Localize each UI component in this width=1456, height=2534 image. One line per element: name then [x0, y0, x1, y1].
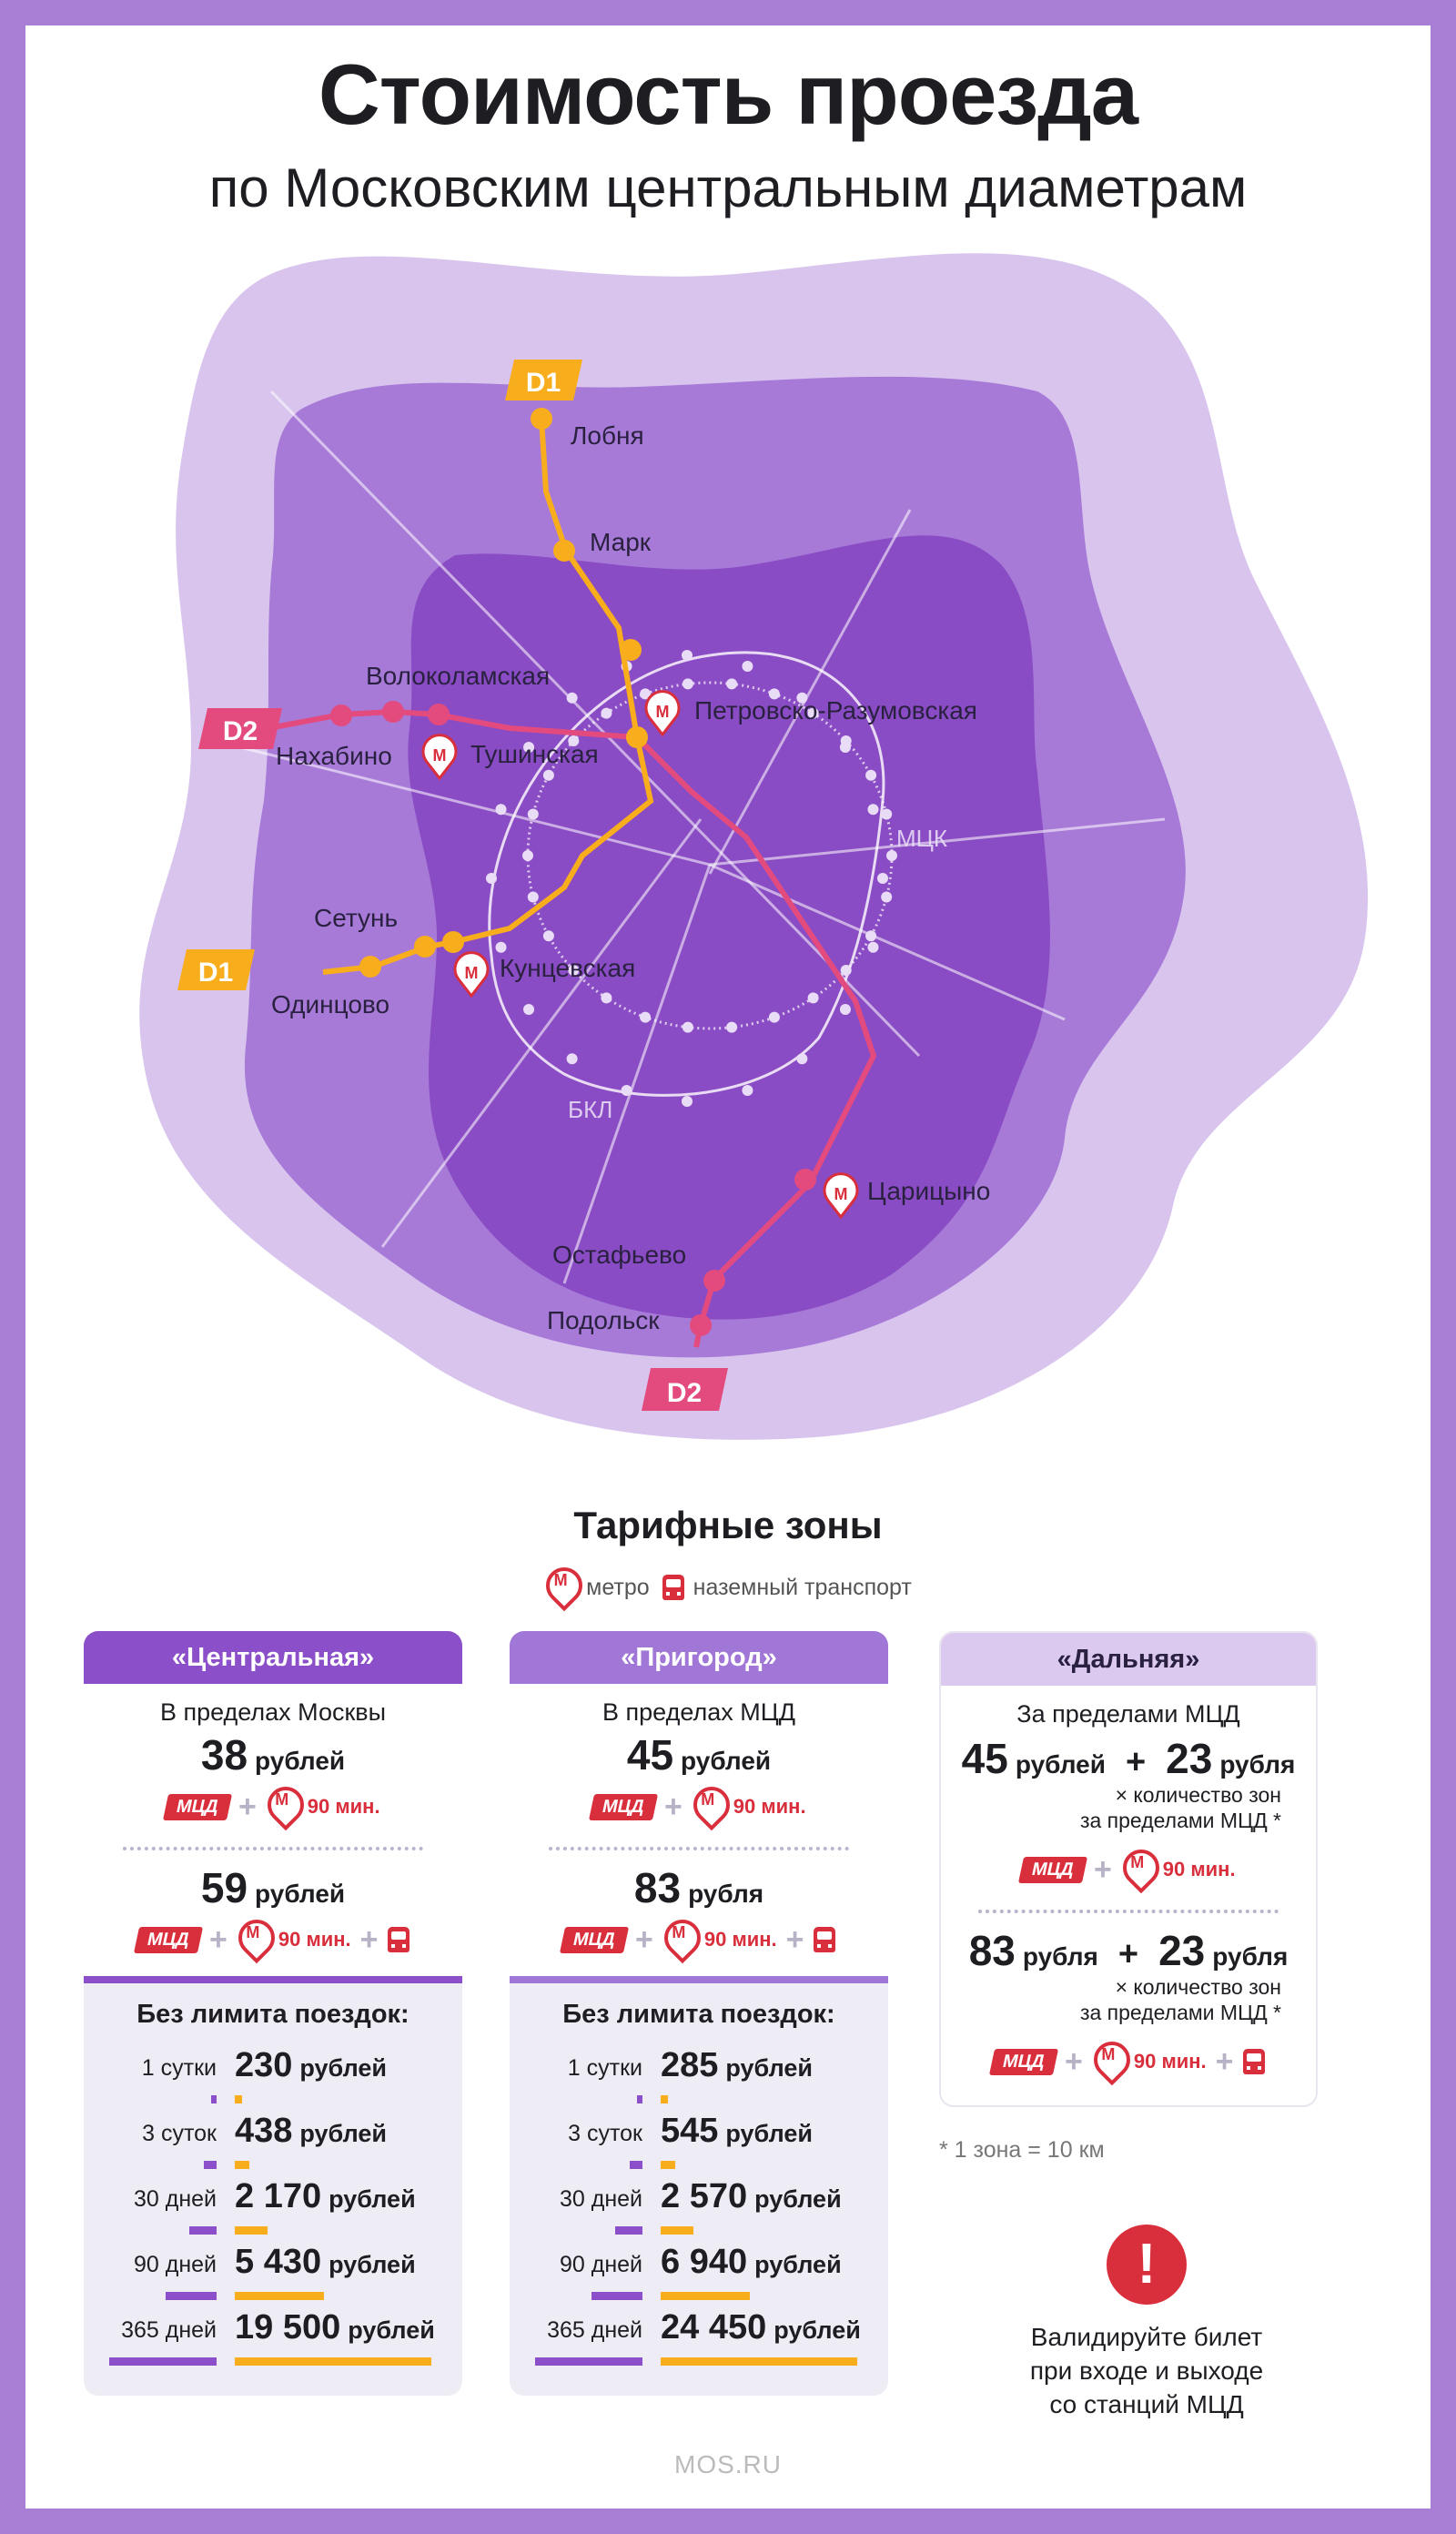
divider	[549, 1847, 849, 1850]
metro-icon	[692, 1787, 724, 1827]
ring-station-dot	[528, 809, 539, 820]
warning-icon: !	[1107, 2225, 1187, 2305]
ring-station-dot	[601, 708, 612, 719]
pass-price-unit: рублей	[754, 2185, 842, 2213]
price-bar	[235, 2292, 324, 2300]
card-central	[84, 1631, 462, 2396]
svg-text:D1: D1	[525, 368, 561, 398]
station-dot-setun	[414, 936, 436, 958]
station-dot-podolsk	[690, 1314, 712, 1336]
label-nahabino: Нахабино	[276, 742, 392, 770]
metro-icon	[237, 1920, 269, 1960]
duration-bar	[211, 2095, 217, 2103]
plus-sign: +	[785, 1921, 804, 1957]
ring-station-dot	[769, 1012, 780, 1023]
station-dot-ostafyevo	[703, 1270, 725, 1292]
ring-station-dot	[522, 850, 533, 861]
price-bar	[235, 2226, 268, 2235]
d1-badge-left	[177, 949, 255, 990]
plus-sign: +	[238, 1789, 257, 1824]
ring-station-dot	[867, 942, 878, 953]
ring-station-dot	[867, 804, 878, 815]
far-base-price1: 45	[961, 1735, 1008, 1782]
plus-sign: +	[359, 1921, 379, 1957]
warning-line2: при входе и выходе	[1029, 2356, 1264, 2385]
price-bar	[235, 2095, 242, 2103]
ring-station-dot	[742, 1085, 753, 1096]
ring-station-dot	[840, 1004, 851, 1015]
station-dot-d1-2	[626, 726, 648, 748]
label-tsaritsyno: Царицыно	[867, 1177, 991, 1205]
suburb-passes	[510, 1983, 888, 2396]
minutes-label: 90 мин.	[1162, 1858, 1236, 1881]
label-setun: Сетунь	[314, 904, 399, 932]
pass-row	[510, 2110, 888, 2175]
label-tushinskaya: Тушинская	[470, 740, 599, 768]
price-bar	[661, 2161, 675, 2169]
ring-station-dot	[877, 873, 888, 884]
zone-footnote: * 1 зона = 10 км	[939, 2137, 1105, 2163]
plus-sign: +	[1093, 1851, 1112, 1887]
central-price1-unit: рублей	[255, 1747, 346, 1775]
pass-price-value: 24 450	[661, 2308, 767, 2346]
plus-sign: +	[1117, 1935, 1139, 1974]
pass-price-value: 5 430	[235, 2243, 322, 2281]
ring-station-dot	[523, 1004, 534, 1015]
pass-row	[84, 2110, 462, 2175]
central-passes	[84, 1983, 462, 2396]
ring-station-dot	[682, 1022, 693, 1033]
mcd-badge: МЦД	[989, 2049, 1058, 2075]
ring-station-dot	[881, 891, 892, 902]
pass-row	[510, 2044, 888, 2110]
legend-metro-label: метро	[586, 1574, 650, 1600]
mcd-badge: МЦД	[134, 1927, 203, 1953]
station-dot-volokolamskaya	[428, 704, 450, 725]
ring-station-dot	[528, 891, 539, 902]
pass-price-value: 230	[235, 2046, 293, 2084]
suburb-price1-unit: рублей	[681, 1747, 772, 1775]
price-bar	[661, 2095, 668, 2103]
duration-bar	[630, 2161, 642, 2169]
pass-duration: 30 дней	[559, 2186, 642, 2212]
duration-bar	[204, 2161, 217, 2169]
pass-price	[235, 2308, 435, 2347]
price-bar	[661, 2357, 857, 2366]
duration-bar	[535, 2357, 642, 2366]
svg-text:М: М	[464, 964, 479, 982]
separator-bar	[510, 1976, 888, 1983]
ring-station-dot	[865, 770, 876, 781]
pass-price-unit: рублей	[299, 2054, 387, 2082]
ring-station-dot	[840, 742, 851, 753]
page-subtitle: по Московским центральным диаметрам	[208, 157, 1248, 218]
ring-station-dot	[567, 1053, 578, 1064]
mcd-badge: МЦД	[560, 1927, 629, 1953]
ring-station-dot	[682, 650, 693, 661]
ring-station-dot	[486, 873, 497, 884]
mcd-badge: МЦД	[163, 1794, 232, 1820]
suburb-includes-2	[519, 1920, 879, 1960]
pass-duration: 90 дней	[559, 2252, 642, 2277]
times-sign: ×	[1115, 1975, 1127, 2000]
duration-bar	[592, 2292, 642, 2300]
pass-duration: 365 дней	[547, 2317, 642, 2343]
minutes-label: 90 мин.	[733, 1795, 806, 1818]
far-note-2	[956, 1975, 1301, 2025]
zones-title: Тарифные зоны	[573, 1504, 883, 1546]
station-dot-lobnya	[531, 408, 552, 430]
far-includes-2	[956, 2042, 1301, 2082]
metro-icon	[266, 1787, 298, 1827]
plus-sign: +	[635, 1921, 653, 1957]
pass-price	[661, 2112, 813, 2151]
d2-badge-bottom	[642, 1368, 728, 1411]
divider	[978, 1910, 1279, 1913]
ring-station-dot	[726, 678, 737, 689]
duration-bar	[615, 2226, 642, 2235]
duration-bar	[109, 2357, 217, 2366]
metro-icon	[662, 1920, 695, 1960]
minutes-label: 90 мин.	[307, 1795, 380, 1818]
duration-bar	[189, 2226, 217, 2235]
ring-station-dot	[622, 1085, 632, 1096]
far-zone-price2: 23	[1158, 1927, 1206, 1975]
card-far-area: За пределами МЦД	[1016, 1700, 1240, 1728]
pass-price	[235, 2177, 416, 2216]
station-dot-nahabino	[330, 704, 352, 726]
label-podolsk: Подольск	[547, 1306, 660, 1334]
pass-price-unit: рублей	[774, 2316, 861, 2344]
plus-sign: +	[209, 1921, 228, 1957]
pass-price-value: 285	[661, 2046, 719, 2084]
station-dot-d1-3	[442, 931, 464, 953]
legend-ground-label: наземный транспорт	[693, 1574, 912, 1600]
warning-line1: Валидируйте билет	[1030, 2323, 1263, 2351]
pass-price	[661, 2308, 861, 2347]
pass-duration: 365 дней	[121, 2317, 217, 2343]
central-price2: 59	[200, 1864, 248, 1911]
pass-price-value: 2 570	[661, 2177, 748, 2215]
minutes-label: 90 мин.	[278, 1928, 351, 1951]
pass-duration: 1 сутки	[567, 2055, 642, 2081]
card-central-title: «Центральная»	[84, 1631, 462, 1684]
bus-icon	[1243, 2049, 1265, 2074]
label-mck: МЦК	[896, 825, 948, 852]
station-dot-d2-1	[382, 701, 404, 723]
central-includes-1	[93, 1787, 453, 1827]
card-far-title: «Дальняя»	[941, 1633, 1316, 1686]
card-central-area: В пределах Москвы	[159, 1698, 387, 1726]
svg-text:М: М	[432, 746, 447, 765]
central-price2-unit: рублей	[255, 1880, 346, 1908]
svg-text:D2: D2	[222, 716, 258, 746]
bus-icon	[662, 1575, 684, 1600]
pass-price	[661, 2243, 842, 2282]
mcd-badge: МЦД	[589, 1794, 658, 1820]
pass-price-value: 6 940	[661, 2243, 748, 2281]
far-note-text2: за пределами МЦД *	[1079, 2000, 1281, 2024]
station-dot-odintsovo	[359, 956, 381, 978]
warning-line3: со станций МЦД	[1049, 2389, 1244, 2418]
ring-station-dot	[496, 804, 507, 815]
suburb-price1: 45	[626, 1731, 674, 1779]
station-dot-tsaritsyno	[794, 1169, 816, 1191]
pass-row	[510, 2306, 888, 2372]
page-title: Стоимость проезда	[318, 46, 1138, 142]
pass-row	[510, 2175, 888, 2241]
central-includes-2	[93, 1920, 453, 1960]
svg-text:D2: D2	[666, 1378, 703, 1408]
card-suburb-title: «Пригород»	[510, 1631, 888, 1684]
svg-text:М: М	[655, 703, 670, 721]
pass-row	[510, 2241, 888, 2306]
suburb-price2-unit: рубля	[688, 1880, 764, 1908]
far-base-price2-unit: рубля	[1022, 1942, 1098, 1971]
metro-icon	[1092, 2042, 1125, 2082]
pass-price-unit: рублей	[754, 2251, 842, 2278]
pass-row	[84, 2306, 462, 2372]
d2-badge-left	[198, 708, 282, 749]
ring-station-dot	[640, 1012, 651, 1023]
validation-warning	[965, 2225, 1329, 2422]
pass-price	[235, 2046, 387, 2085]
metro-icon	[544, 1567, 577, 1607]
ring-station-dot	[543, 770, 554, 781]
bus-icon	[814, 1927, 835, 1952]
pass-price-unit: рублей	[725, 2054, 813, 2082]
label-odintsovo: Одинцово	[271, 990, 390, 1019]
price-bar	[661, 2292, 750, 2300]
minutes-label: 90 мин.	[1133, 2050, 1207, 2073]
footer-logo: MOS.RU	[674, 2450, 782, 2478]
ring-station-dot	[682, 678, 693, 689]
times-sign: ×	[1115, 1783, 1127, 1807]
ring-station-dot	[796, 1053, 807, 1064]
plus-sign: +	[663, 1789, 682, 1824]
pass-price	[235, 2243, 416, 2282]
price-bar	[235, 2161, 249, 2169]
label-petrovsko: Петровско-Разумовская	[694, 696, 977, 725]
far-base-price1-unit: рублей	[1015, 1750, 1106, 1779]
price-bar	[235, 2357, 431, 2366]
d1-badge-top	[505, 360, 582, 400]
pass-row	[84, 2175, 462, 2241]
card-suburb-area: В пределах МЦД	[602, 1698, 795, 1726]
label-kuntsevskaya: Кунцевская	[500, 954, 636, 982]
far-zone-price1: 23	[1166, 1735, 1213, 1782]
far-zone-price1-unit: рубля	[1219, 1750, 1296, 1779]
pass-price-unit: рублей	[725, 2120, 813, 2147]
ring-station-dot	[865, 930, 876, 941]
suburb-price2: 83	[633, 1864, 682, 1911]
minutes-label: 90 мин.	[703, 1928, 777, 1951]
bus-icon	[388, 1927, 410, 1952]
station-dot-d1-1	[620, 639, 642, 661]
card-far	[939, 1631, 1318, 2107]
ring-station-dot	[567, 693, 578, 704]
plus-sign: +	[1065, 2043, 1083, 2079]
pass-price-unit: рублей	[299, 2120, 387, 2147]
pass-price-value: 438	[235, 2112, 293, 2150]
label-ostafyevo: Остафьево	[552, 1241, 687, 1269]
pass-duration: 1 сутки	[141, 2055, 217, 2081]
pass-duration: 90 дней	[133, 2252, 217, 2277]
pass-price-unit: рублей	[348, 2316, 435, 2344]
pass-price	[661, 2177, 842, 2216]
far-note-text2: за пределами МЦД *	[1079, 1808, 1281, 1832]
label-lobnya: Лобня	[571, 421, 644, 450]
mcd-badge: МЦД	[1018, 1857, 1087, 1883]
ring-station-dot	[841, 965, 852, 976]
plus-sign: +	[1215, 2043, 1234, 2079]
pass-price-value: 19 500	[235, 2308, 341, 2346]
ring-station-dot	[881, 809, 892, 820]
plus-sign: +	[1125, 1743, 1147, 1781]
central-price1: 38	[200, 1731, 248, 1779]
pass-price-unit: рублей	[329, 2251, 416, 2278]
pass-price-unit: рублей	[329, 2185, 416, 2213]
separator-bar	[84, 1976, 462, 1983]
ring-station-dot	[726, 1022, 737, 1033]
label-mark: Марк	[590, 528, 652, 556]
pass-duration: 30 дней	[133, 2186, 217, 2212]
ring-station-dot	[742, 661, 753, 672]
pass-price-value: 2 170	[235, 2177, 322, 2215]
suburb-nolimit-title: Без лимита поездок:	[562, 2000, 835, 2029]
ring-station-dot	[808, 992, 819, 1003]
ring-station-dot	[682, 1096, 693, 1107]
ring-station-dot	[543, 930, 554, 941]
pass-price	[235, 2112, 387, 2151]
svg-text:D1: D1	[197, 958, 234, 988]
svg-text:М: М	[834, 1185, 848, 1203]
metro-icon	[1121, 1850, 1154, 1890]
divider	[123, 1847, 423, 1850]
ring-station-dot	[601, 992, 612, 1003]
price-bar	[661, 2226, 693, 2235]
pass-duration: 3 суток	[568, 2121, 642, 2146]
card-suburb	[510, 1631, 888, 2396]
legend	[0, 1567, 1456, 1607]
far-note-1	[956, 1783, 1301, 1833]
pass-duration: 3 суток	[142, 2121, 217, 2146]
pass-price-value: 545	[661, 2112, 719, 2150]
central-nolimit-title: Без лимита поездок:	[136, 2000, 410, 2029]
far-includes-1	[956, 1850, 1301, 1890]
label-volokolamskaya: Волоколамская	[366, 662, 551, 690]
label-bkl: БКЛ	[568, 1096, 613, 1123]
duration-bar	[637, 2095, 642, 2103]
station-dot-mark	[553, 540, 575, 562]
legend-ground	[662, 1575, 912, 1601]
pass-row	[84, 2241, 462, 2306]
pass-price	[661, 2046, 813, 2085]
ring-station-dot	[496, 942, 507, 953]
suburb-includes-1	[519, 1787, 879, 1827]
far-base-price2: 83	[968, 1927, 1016, 1975]
far-note-text1: количество зон	[1133, 1783, 1281, 1807]
far-zone-price2-unit: рубля	[1212, 1942, 1289, 1971]
pass-row	[84, 2044, 462, 2110]
far-note-text1: количество зон	[1133, 1975, 1281, 2000]
legend-metro	[544, 1567, 650, 1607]
duration-bar	[166, 2292, 217, 2300]
